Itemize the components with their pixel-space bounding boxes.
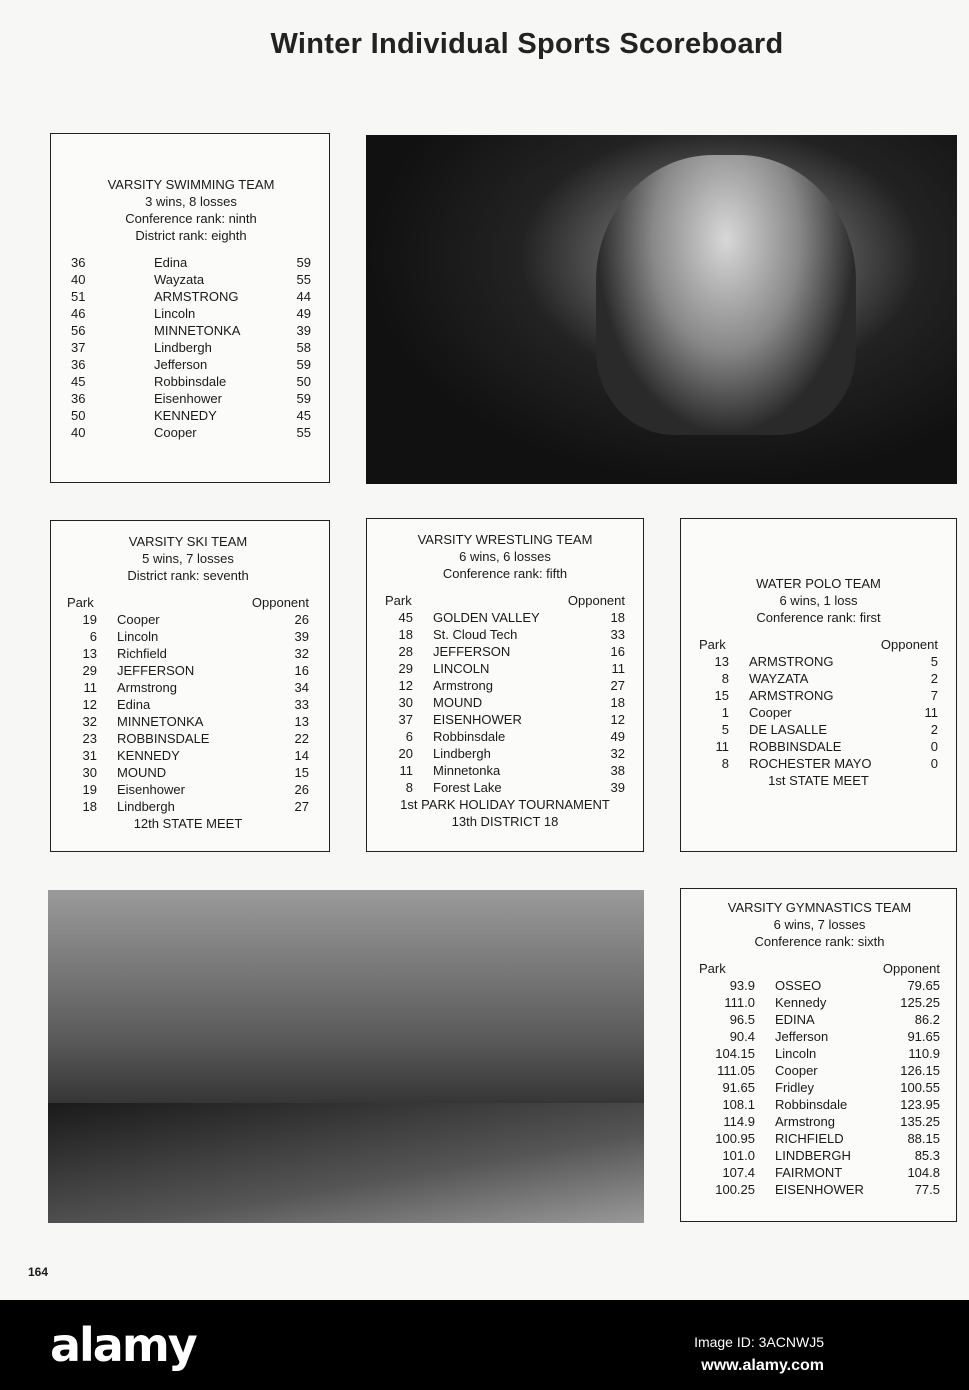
park-score: 13 bbox=[82, 646, 97, 661]
team-name: WATER POLO TEAM bbox=[756, 576, 881, 591]
wrestling-scoreboard bbox=[366, 518, 644, 852]
opponent-score: 16 bbox=[294, 663, 309, 678]
park-score: 23 bbox=[82, 731, 97, 746]
opponent-score: 33 bbox=[294, 697, 309, 712]
park-score: 45 bbox=[71, 374, 86, 389]
opponent-name: KENNEDY bbox=[154, 408, 217, 423]
water-polo-scoreboard bbox=[680, 518, 957, 852]
park-score: 11 bbox=[715, 739, 729, 754]
opponent-name: Kennedy bbox=[775, 995, 827, 1010]
opponent-score: 39 bbox=[294, 629, 309, 644]
team-name: VARSITY SKI TEAM bbox=[128, 534, 248, 549]
opponent-score: 26 bbox=[294, 782, 309, 797]
score-row bbox=[699, 1079, 940, 1096]
opponent-name: Armstrong bbox=[117, 680, 177, 695]
column-headers bbox=[385, 592, 625, 609]
team-rank: District rank: seventh bbox=[127, 568, 249, 583]
opponent-name: DE LASALLE bbox=[749, 722, 828, 737]
opponent-score: 12 bbox=[610, 712, 625, 727]
score-row bbox=[67, 781, 309, 798]
park-score: 8 bbox=[405, 780, 413, 795]
score-row bbox=[385, 609, 625, 626]
opponent-name: Robbinsdale bbox=[433, 729, 506, 744]
opponent-score: 104.8 bbox=[907, 1165, 940, 1180]
park-score: 19 bbox=[82, 612, 97, 627]
opponent-score: 14 bbox=[294, 748, 309, 763]
opponent-name: Lincoln bbox=[154, 306, 196, 321]
team-record: 6 wins, 7 losses bbox=[773, 917, 866, 932]
score-rows bbox=[385, 609, 625, 796]
park-score: 51 bbox=[71, 289, 86, 304]
park-header: Park bbox=[699, 637, 726, 652]
park-score: 56 bbox=[71, 323, 86, 338]
opponent-name: EDINA bbox=[775, 1012, 815, 1027]
opponent-name: ROBBINSDALE bbox=[117, 731, 210, 746]
park-score: 11 bbox=[83, 680, 97, 695]
score-row bbox=[699, 1147, 940, 1164]
opponent-score: 50 bbox=[296, 374, 311, 389]
image-id: Image ID: 3ACNWJ5 bbox=[694, 1334, 824, 1350]
park-score: 108.1 bbox=[722, 1097, 755, 1112]
park-score: 6 bbox=[405, 729, 413, 744]
opponent-name: Wayzata bbox=[154, 272, 205, 287]
opponent-name: GOLDEN VALLEY bbox=[433, 610, 540, 625]
opponent-score: 38 bbox=[610, 763, 625, 778]
team-rank: Conference rank: fifth bbox=[442, 566, 568, 581]
opponent-name: Lincoln bbox=[117, 629, 159, 644]
park-score: 30 bbox=[398, 695, 413, 710]
opponent-score: 91.65 bbox=[907, 1029, 940, 1044]
score-row bbox=[699, 1096, 940, 1113]
score-row bbox=[71, 373, 311, 390]
park-score: 18 bbox=[82, 799, 97, 814]
opponent-name: Robbinsdale bbox=[775, 1097, 848, 1112]
team-rank: Conference rank: first bbox=[756, 610, 881, 625]
park-header: Park bbox=[67, 595, 94, 610]
opponent-name: KENNEDY bbox=[117, 748, 180, 763]
park-score: 29 bbox=[82, 663, 97, 678]
score-row bbox=[699, 1062, 940, 1079]
score-rows bbox=[67, 611, 309, 815]
park-score: 11 bbox=[399, 763, 413, 778]
park-score: 36 bbox=[71, 357, 86, 372]
opponent-score: 59 bbox=[296, 255, 311, 270]
opponent-name: Eisenhower bbox=[154, 391, 222, 406]
opponent-name: JEFFERSON bbox=[117, 663, 195, 678]
park-score: 28 bbox=[398, 644, 413, 659]
score-row bbox=[699, 738, 938, 755]
opponent-name: RICHFIELD bbox=[775, 1131, 844, 1146]
score-row bbox=[71, 424, 311, 441]
opponent-name: Cooper bbox=[154, 425, 197, 440]
score-row bbox=[385, 694, 625, 711]
opponent-name: Jefferson bbox=[154, 357, 208, 372]
score-row bbox=[385, 626, 625, 643]
opponent-score: 39 bbox=[610, 780, 625, 795]
opponent-score: 58 bbox=[296, 340, 311, 355]
park-score: 40 bbox=[71, 272, 86, 287]
park-score: 32 bbox=[82, 714, 97, 729]
opponent-name: WAYZATA bbox=[749, 671, 809, 686]
park-score: 96.5 bbox=[729, 1012, 755, 1027]
score-row bbox=[699, 721, 938, 738]
swim-meet-photo bbox=[48, 890, 644, 1223]
opponent-score: 16 bbox=[610, 644, 625, 659]
opponent-name: FAIRMONT bbox=[775, 1165, 843, 1180]
opponent-name: Cooper bbox=[775, 1063, 818, 1078]
opponent-name: Fridley bbox=[775, 1080, 815, 1095]
opponent-score: 39 bbox=[296, 323, 311, 338]
park-score: 90.4 bbox=[729, 1029, 755, 1044]
opponent-name: Eisenhower bbox=[117, 782, 185, 797]
park-score: 18 bbox=[398, 627, 413, 642]
park-score: 40 bbox=[71, 425, 86, 440]
score-row bbox=[699, 687, 938, 704]
team-rank: District rank: eighth bbox=[135, 228, 247, 243]
opponent-score: 32 bbox=[610, 746, 625, 761]
column-headers bbox=[699, 960, 940, 977]
opponent-name: Lindbergh bbox=[154, 340, 212, 355]
park-score: 12 bbox=[398, 678, 413, 693]
opponent-score: 5 bbox=[930, 654, 938, 669]
team-name: VARSITY WRESTLING TEAM bbox=[417, 532, 593, 547]
opponent-name: Cooper bbox=[117, 612, 160, 627]
park-score: 36 bbox=[71, 255, 86, 270]
opponent-score: 100.55 bbox=[900, 1080, 940, 1095]
team-achievement: 1st PARK HOLIDAY TOURNAMENT bbox=[400, 797, 610, 812]
park-score: 12 bbox=[82, 697, 97, 712]
score-row bbox=[67, 611, 309, 628]
park-score: 100.95 bbox=[715, 1131, 755, 1146]
opponent-score: 59 bbox=[296, 357, 311, 372]
park-score: 45 bbox=[398, 610, 413, 625]
score-row bbox=[67, 764, 309, 781]
opponent-score: 18 bbox=[610, 695, 625, 710]
opponent-name: ROCHESTER MAYO bbox=[749, 756, 872, 771]
team-record: 6 wins, 1 loss bbox=[779, 593, 858, 608]
opponent-score: 15 bbox=[294, 765, 309, 780]
park-score: 5 bbox=[721, 722, 729, 737]
park-score: 93.9 bbox=[729, 978, 755, 993]
park-score: 111.05 bbox=[717, 1063, 755, 1078]
opponent-score: 55 bbox=[296, 272, 311, 287]
team-achievement: 12th STATE MEET bbox=[133, 816, 243, 831]
opponent-score: 22 bbox=[294, 731, 309, 746]
score-row bbox=[385, 762, 625, 779]
opponent-score: 26 bbox=[294, 612, 309, 627]
score-rows bbox=[699, 977, 940, 1198]
opponent-score: 34 bbox=[294, 680, 309, 695]
opponent-name: St. Cloud Tech bbox=[433, 627, 518, 642]
park-score: 114.9 bbox=[723, 1114, 755, 1129]
team-rank: Conference rank: ninth bbox=[125, 211, 257, 226]
score-row bbox=[71, 305, 311, 322]
opponent-name: Armstrong bbox=[775, 1114, 835, 1129]
park-score: 104.15 bbox=[715, 1046, 755, 1061]
park-score: 29 bbox=[398, 661, 413, 676]
opponent-name: Minnetonka bbox=[433, 763, 501, 778]
score-row bbox=[699, 1181, 940, 1198]
score-row bbox=[71, 356, 311, 373]
score-row bbox=[385, 643, 625, 660]
opponent-name: OSSEO bbox=[775, 978, 822, 993]
opponent-name: EISENHOWER bbox=[775, 1182, 864, 1197]
park-score: 101.0 bbox=[722, 1148, 755, 1163]
opponent-name: ARMSTRONG bbox=[154, 289, 239, 304]
team-record: 5 wins, 7 losses bbox=[142, 551, 234, 566]
opponent-score: 79.65 bbox=[907, 978, 940, 993]
park-score: 20 bbox=[398, 746, 413, 761]
opponent-header: Opponent bbox=[251, 595, 309, 610]
opponent-name: MINNETONKA bbox=[154, 323, 241, 338]
park-score: 50 bbox=[71, 408, 86, 423]
score-row bbox=[699, 1011, 940, 1028]
score-row bbox=[67, 628, 309, 645]
score-row bbox=[385, 779, 625, 796]
watermark-banner bbox=[0, 1300, 969, 1390]
opponent-name: LINDBERGH bbox=[775, 1148, 851, 1163]
gymnastics-scoreboard bbox=[680, 888, 957, 1222]
score-row bbox=[699, 1113, 940, 1130]
score-row bbox=[67, 713, 309, 730]
park-score: 36 bbox=[71, 391, 86, 406]
opponent-score: 2 bbox=[930, 671, 938, 686]
column-headers bbox=[67, 594, 309, 611]
opponent-score: 135.25 bbox=[900, 1114, 940, 1129]
opponent-score: 85.3 bbox=[914, 1148, 940, 1163]
opponent-score: 126.15 bbox=[900, 1063, 940, 1078]
score-row bbox=[699, 653, 938, 670]
park-score: 107.4 bbox=[722, 1165, 755, 1180]
opponent-score: 2 bbox=[930, 722, 938, 737]
opponent-name: LINCOLN bbox=[433, 661, 490, 676]
park-score: 111.0 bbox=[724, 995, 755, 1010]
score-row bbox=[71, 322, 311, 339]
score-row bbox=[699, 755, 938, 772]
score-row bbox=[71, 271, 311, 288]
park-score: 13 bbox=[714, 654, 729, 669]
score-row bbox=[67, 662, 309, 679]
score-row bbox=[67, 798, 309, 815]
score-row bbox=[699, 1045, 940, 1062]
score-row bbox=[385, 728, 625, 745]
opponent-score: 11 bbox=[924, 705, 938, 720]
score-row bbox=[699, 704, 938, 721]
score-row bbox=[71, 339, 311, 356]
team-name: VARSITY GYMNASTICS TEAM bbox=[727, 900, 912, 915]
swimming-scoreboard bbox=[50, 133, 330, 483]
score-row bbox=[71, 390, 311, 407]
opponent-score: 32 bbox=[294, 646, 309, 661]
opponent-score: 59 bbox=[296, 391, 311, 406]
score-row bbox=[71, 254, 311, 271]
opponent-name: MOUND bbox=[433, 695, 483, 710]
team-achievement: 13th DISTRICT 18 bbox=[451, 814, 559, 829]
opponent-score: 77.5 bbox=[914, 1182, 940, 1197]
opponent-name: ARMSTRONG bbox=[749, 688, 834, 703]
opponent-header: Opponent bbox=[882, 961, 940, 976]
opponent-name: Lindbergh bbox=[117, 799, 175, 814]
park-score: 31 bbox=[82, 748, 97, 763]
score-rows bbox=[699, 653, 938, 772]
page-title: Winter Individual Sports Scoreboard bbox=[270, 28, 784, 60]
park-score: 8 bbox=[721, 671, 729, 686]
opponent-header: Opponent bbox=[567, 593, 625, 608]
score-row bbox=[699, 1164, 940, 1181]
park-score: 15 bbox=[714, 688, 729, 703]
column-headers bbox=[699, 636, 938, 653]
opponent-score: 27 bbox=[294, 799, 309, 814]
opponent-name: MOUND bbox=[117, 765, 167, 780]
opponent-score: 33 bbox=[610, 627, 625, 642]
score-row bbox=[67, 645, 309, 662]
score-row bbox=[67, 730, 309, 747]
opponent-name: JEFFERSON bbox=[433, 644, 511, 659]
team-name: VARSITY SWIMMING TEAM bbox=[107, 177, 275, 192]
opponent-name: ROBBINSDALE bbox=[749, 739, 842, 754]
opponent-name: Edina bbox=[154, 255, 188, 270]
image-info bbox=[694, 1330, 824, 1378]
score-rows bbox=[71, 254, 311, 441]
opponent-score: 45 bbox=[296, 408, 311, 423]
park-score: 1 bbox=[721, 705, 729, 720]
opponent-score: 13 bbox=[294, 714, 309, 729]
score-row bbox=[699, 994, 940, 1011]
score-row bbox=[699, 1130, 940, 1147]
opponent-score: 18 bbox=[610, 610, 625, 625]
park-score: 19 bbox=[82, 782, 97, 797]
park-score: 46 bbox=[71, 306, 86, 321]
ski-scoreboard bbox=[50, 520, 330, 852]
score-row bbox=[71, 288, 311, 305]
opponent-score: 0 bbox=[930, 756, 938, 771]
park-score: 6 bbox=[89, 629, 97, 644]
opponent-score: 88.15 bbox=[907, 1131, 940, 1146]
park-score: 8 bbox=[721, 756, 729, 771]
opponent-score: 123.95 bbox=[900, 1097, 940, 1112]
alamy-logo: alamy bbox=[50, 1318, 196, 1372]
score-row bbox=[699, 977, 940, 994]
opponent-score: 55 bbox=[296, 425, 311, 440]
score-row bbox=[67, 747, 309, 764]
opponent-score: 0 bbox=[930, 739, 938, 754]
opponent-name: EISENHOWER bbox=[433, 712, 522, 727]
opponent-name: Robbinsdale bbox=[154, 374, 227, 389]
park-header: Park bbox=[385, 593, 412, 608]
opponent-name: Forest Lake bbox=[433, 780, 502, 795]
park-header: Park bbox=[699, 961, 726, 976]
score-row bbox=[71, 407, 311, 424]
park-score: 37 bbox=[398, 712, 413, 727]
team-achievement: 1st STATE MEET bbox=[768, 773, 869, 788]
park-score: 91.65 bbox=[722, 1080, 755, 1095]
opponent-name: Cooper bbox=[749, 705, 792, 720]
opponent-name: Armstrong bbox=[433, 678, 493, 693]
opponent-name: Lincoln bbox=[775, 1046, 817, 1061]
site-url: www.alamy.com bbox=[701, 1357, 824, 1374]
score-row bbox=[699, 1028, 940, 1045]
team-record: 3 wins, 8 losses bbox=[145, 194, 237, 209]
opponent-name: Jefferson bbox=[775, 1029, 829, 1044]
opponent-score: 44 bbox=[296, 289, 311, 304]
score-row bbox=[67, 696, 309, 713]
page-number: 164 bbox=[28, 1265, 49, 1279]
opponent-name: Lindbergh bbox=[433, 746, 491, 761]
team-record: 6 wins, 6 losses bbox=[459, 549, 551, 564]
opponent-header: Opponent bbox=[880, 637, 938, 652]
opponent-name: MINNETONKA bbox=[117, 714, 204, 729]
opponent-name: Edina bbox=[117, 697, 151, 712]
opponent-score: 86.2 bbox=[914, 1012, 940, 1027]
opponent-score: 49 bbox=[610, 729, 625, 744]
opponent-score: 110.9 bbox=[908, 1046, 940, 1061]
opponent-name: Richfield bbox=[117, 646, 167, 661]
opponent-score: 49 bbox=[296, 306, 311, 321]
score-row bbox=[385, 660, 625, 677]
opponent-score: 7 bbox=[930, 688, 938, 703]
opponent-score: 27 bbox=[610, 678, 625, 693]
score-row bbox=[385, 677, 625, 694]
opponent-score: 125.25 bbox=[900, 995, 940, 1010]
park-score: 30 bbox=[82, 765, 97, 780]
score-row bbox=[67, 679, 309, 696]
opponent-name: ARMSTRONG bbox=[749, 654, 834, 669]
park-score: 100.25 bbox=[715, 1182, 755, 1197]
score-row bbox=[699, 670, 938, 687]
team-rank: Conference rank: sixth bbox=[754, 934, 885, 949]
score-row bbox=[385, 711, 625, 728]
wrestling-photo bbox=[366, 135, 957, 484]
opponent-score: 11 bbox=[611, 661, 625, 676]
park-score: 37 bbox=[71, 340, 86, 355]
score-row bbox=[385, 745, 625, 762]
